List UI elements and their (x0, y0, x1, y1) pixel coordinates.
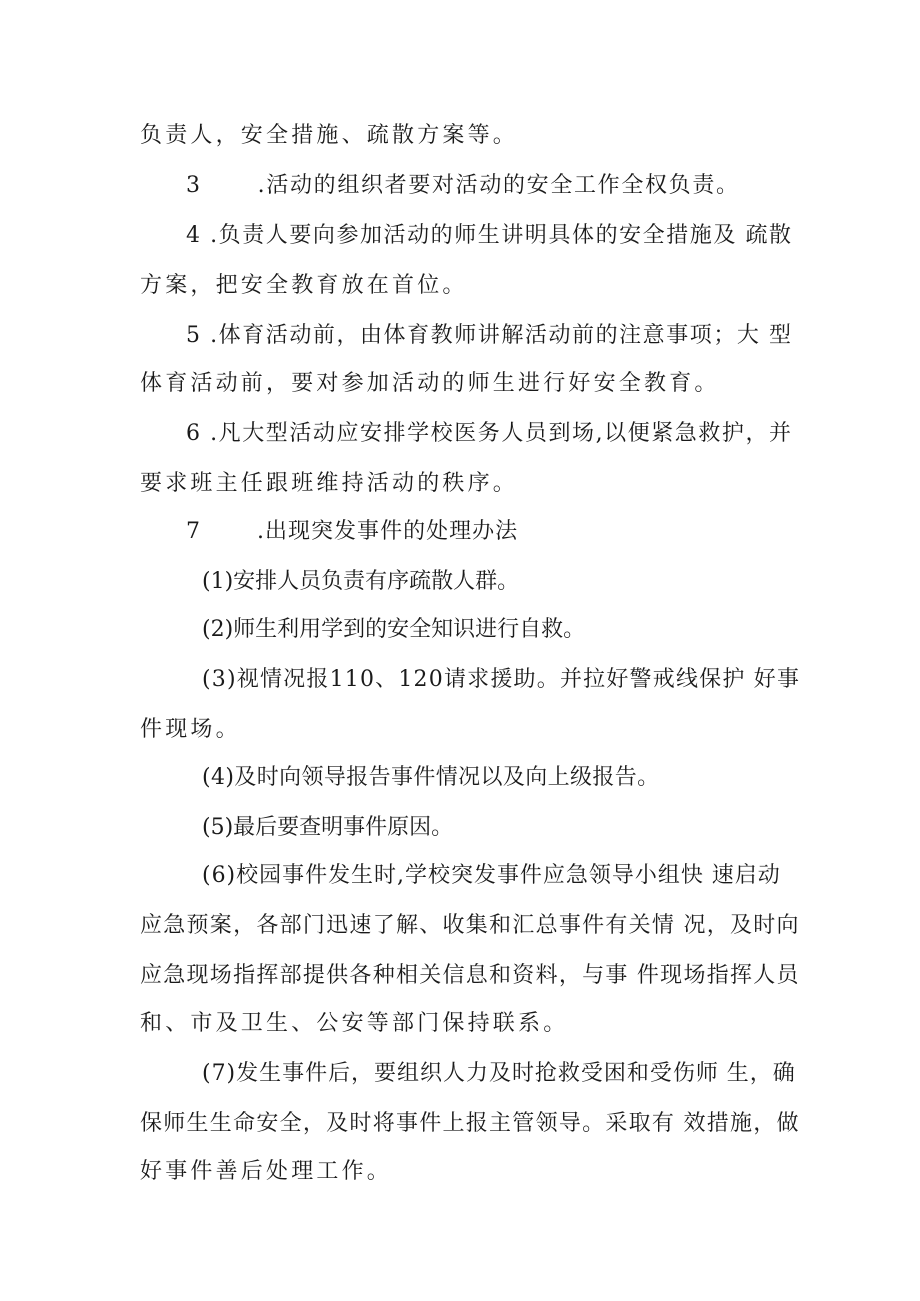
list-item-7 (186, 512, 846, 552)
item-number: 7 (186, 519, 202, 544)
item-text: .活动的组织者要对活动的安全工作全权负责。 (257, 173, 740, 198)
text-line: 负责人，安全措施、疏散方案等。 (140, 123, 519, 148)
sub-item-5: (5)最后要查明事件原因。 (202, 815, 454, 840)
text-line: 应急预案，各部门迅速了解、收集和汇总事件有关情 况，及时向 (140, 913, 800, 938)
list-item-3 (186, 166, 846, 206)
sub-item-3: (3)视情况报110、120请求援助。并拉好警戒线保护 好事 (202, 667, 801, 692)
list-item-6: 6 .凡大型活动应安排学校医务人员到场,以便紧急救护，并 (186, 421, 793, 446)
text-line: 应急现场指挥部提供各种相关信息和资料，与事 件现场指挥人员 (140, 963, 800, 988)
text-line: 好事件善后处理工作。 (140, 1159, 393, 1184)
text-line: 保师生生命安全，及时将事件上报主管领导。采取有 效措施，做 (140, 1111, 800, 1136)
sub-item-7: (7)发生事件后，要组织人力及时抢救受困和受伤师 生，确 (202, 1061, 796, 1086)
text-line: 和、市及卫生、公安等部门保持联系。 (140, 1011, 569, 1036)
sub-item-6: (6)校园事件发生时,学校突发事件应急领导小组快 速启动 (202, 863, 781, 888)
list-item-4: 4 .负责人要向参加活动的师生讲明具体的安全措施及 疏散 (186, 223, 793, 248)
text-line: 体育活动前，要对参加活动的师生进行好安全教育。 (140, 371, 720, 396)
text-line: 件现场。 (140, 717, 241, 742)
text-line: 要求班主任跟班维持活动的秩序。 (140, 471, 519, 496)
list-item-5: 5 .体育活动前，由体育教师讲解活动前的注意事项；大 型 (186, 323, 793, 348)
sub-item-4: (4)及时向领导报告事件情况以及向上级报告。 (202, 765, 660, 790)
sub-item-2: (2)师生利用学到的安全知识进行自救。 (202, 617, 586, 642)
item-text: .出现突发事件的处理办法 (257, 519, 519, 544)
sub-item-1: (1)安排人员负责有序疏散人群。 (202, 569, 520, 594)
item-number: 3 (186, 173, 202, 198)
text-line: 方案，把安全教育放在首位。 (140, 273, 468, 298)
